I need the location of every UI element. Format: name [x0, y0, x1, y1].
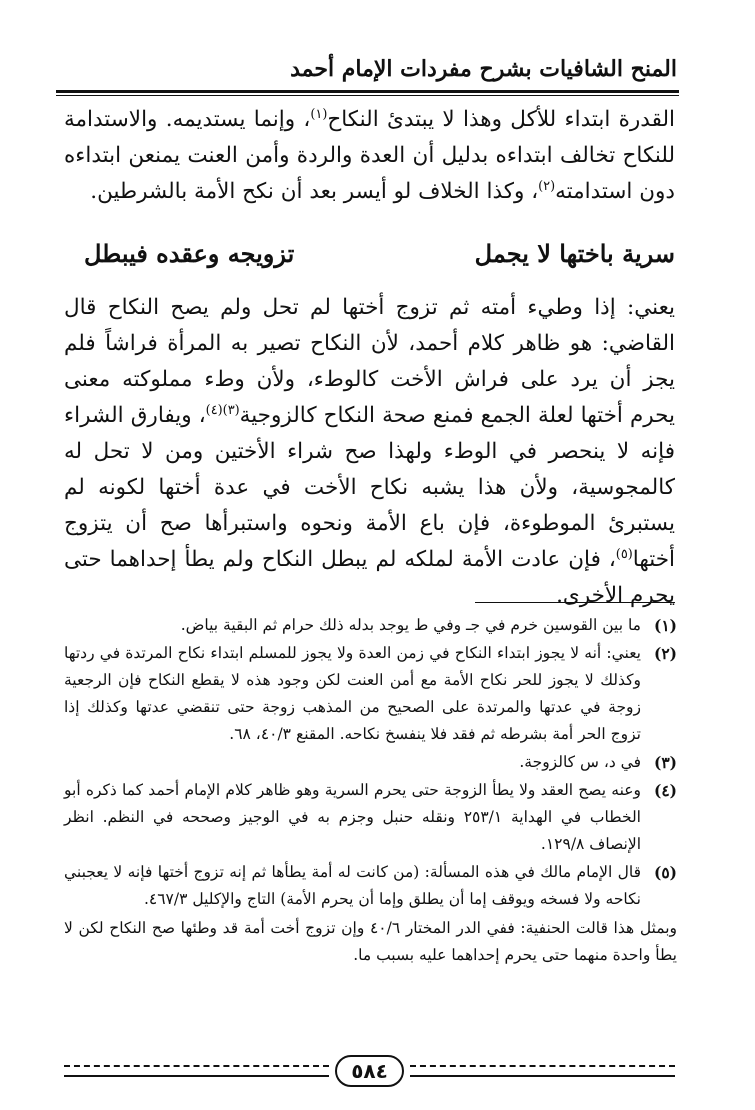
- footnote-number: (٥): [653, 863, 677, 882]
- paragraph-1: [64, 102, 675, 210]
- footnote-number: (٣): [653, 753, 677, 772]
- footnote-item: [64, 777, 677, 858]
- running-header-title: المنح الشافيات بشرح مفردات الإمام أحمد: [290, 56, 677, 82]
- footnote-marker-5: (٥): [615, 546, 633, 562]
- footnote-item: [64, 612, 677, 639]
- footnote-text: يعني: أنه لا يجوز ابتداء النكاح في زمن العدة ولا يجوز للمسلم ابتداء نكاح المرتدة في ردتها وكذلك لا يجوز للحر نكاح الأمة مع أمن العنت لكن وجود هذه لا يقطع النكاح فإن الرجعية زوجة في عدتها والمرتدة على الصحيح من المذهب زوجة حتى تنقضي عدتها وكذلك إذا تزوج الحر أمة بشرطه ثم فقد فلا ينفسخ نكاحه. المقنع ٤٠/٣، ٦٨.: [64, 644, 641, 743]
- header-rule-thin: [56, 95, 679, 96]
- footnote-text: وعنه يصح العقد ولا يطأ الزوجة حتى يحرم السرية وهو ظاهر كلام الإمام أحمد كما ذكره أبو الخطاب في الهداية ٢٥٣/١ ونقله حنبل وجزم به في الوجيز وصححه في النظم. انظر الإنصاف ١٢٩/٨.: [64, 781, 641, 853]
- footnote-item: [64, 640, 677, 748]
- paragraph-2-part-2: ، ويفارق الشراء فإنه لا ينحصر في الوطء ولهذا صح شراء الأختين ومن لا تحل له كالمجوسية، ولأن هذا يشبه نكاح الأخت في عدة أختها لكونه لم يستبرئ الموطوءة، فإن باع الأمة ونحوه واستبرأها صح أن يتزوج أختها: [64, 403, 675, 572]
- footnote-text: قال الإمام مالك في هذه المسألة: (من كانت له أمة يطأها ثم إنه تزوج أختها فإنه لا يعجبني نكاحه ولا فسخه ويوقف إما أن يطلق وإما أن يحرم الأمة) التاج والإكليل ٤٦٧/٣.: [64, 863, 641, 908]
- poem-verse-heading: [84, 234, 675, 274]
- footnote-separator: [475, 602, 675, 603]
- footnotes: [64, 612, 677, 969]
- footnote-number: (٢): [653, 644, 677, 663]
- page-number: ٥٨٤: [335, 1055, 404, 1087]
- footer-ornament-left: [64, 1065, 329, 1077]
- verse-first-hemistich: سرية باختها لا يجمل: [474, 239, 675, 268]
- footnote-item: [64, 749, 677, 776]
- footnote-number: (١): [653, 616, 677, 635]
- footnote-marker-3-4: (٣)(٤): [205, 402, 240, 418]
- paragraph-2: [64, 290, 675, 614]
- paragraph-1-part-3: ، وكذا الخلاف لو أيسر بعد أن نكح الأمة بالشرطين.: [90, 179, 539, 204]
- footnote-marker-2: (٢): [538, 178, 556, 194]
- page-footer: [64, 1054, 675, 1088]
- footer-ornament-right: [410, 1065, 675, 1077]
- footnote-text: ما بين القوسين خرم في جـ وفي ط يوجد بدله ذلك حرام ثم البقية بياض.: [180, 616, 641, 634]
- footnote-continuation: وبمثل هذا قالت الحنفية: ففي الدر المختار ٤٠/٦ وإن تزوج أخت أمة قد وطئها صح النكاح لكن لا يطأ واحدة منهما حتى يحرم إحداهما عليه بسبب ما.: [64, 919, 677, 964]
- paragraph-1-part-1: القدرة ابتداء للأكل وهذا لا يبتدئ النكاح: [327, 107, 675, 132]
- footnote-marker-1: (١): [310, 106, 328, 122]
- paragraph-2-part-1: يعني: إذا وطيء أمته ثم تزوج أختها لم تحل ولم يصح النكاح قال القاضي: هو ظاهر كلام أحمد، لأن النكاح تصير به المرأة فراشاً فلم يجز أن يرد على فراش الأخت كالوطء، ولأن وطء مملوكته معنى يحرم أختها لعلة الجمع فمنع صحة النكاح كالزوجية: [64, 295, 676, 428]
- footnote-number: (٤): [653, 781, 677, 800]
- verse-second-hemistich: تزويجه وعقده فيبطل: [84, 239, 295, 268]
- paragraph-2-part-3: ، فإن عادت الأمة لملكه لم يبطل النكاح ولم يطأ إحداهما حتى يحرم الأخرى.: [64, 547, 675, 608]
- footnote-item: [64, 859, 677, 913]
- paragraph-1-part-2: ، وإنما يستديمه. والاستدامة للنكاح تخالف ابتداءه بدليل أن العدة والردة وأمن العنت يمنعن ابتداءه دون استدامته: [64, 107, 675, 204]
- footnote-text: في د، س كالزوجة.: [519, 753, 641, 771]
- header-rule-thick: [56, 90, 679, 93]
